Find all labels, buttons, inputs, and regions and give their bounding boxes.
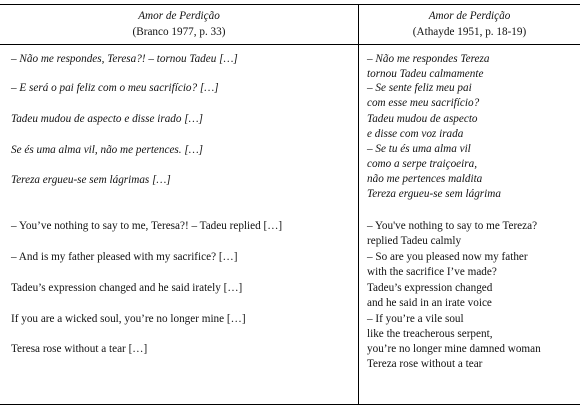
- right-pt-line: Tereza ergueu-se sem lágrima: [367, 188, 501, 200]
- header-left-source: (Branco 1977, p. 33): [132, 26, 226, 38]
- left-pt-line: Se és uma alma vil, não me pertences. […]: [11, 144, 204, 156]
- right-pt-line: – Se sente feliz meu pai: [367, 82, 472, 94]
- right-en-line: replied Tadeu calmly: [367, 235, 462, 247]
- header-left: [0, 8, 358, 40]
- column-divider: [358, 4, 359, 405]
- left-en-line: – You’ve nothing to say to me, Teresa?! – Tadeu replied […]: [11, 220, 283, 232]
- right-en-line: Tereza rose without a tear: [367, 358, 483, 370]
- table-bottom-rule: [0, 404, 580, 405]
- left-pt-line: Tadeu mudou de aspecto e disse irado […]: [11, 113, 203, 125]
- right-en-line: you’re no longer mine damned woman: [367, 343, 541, 355]
- right-pt-line: Tadeu mudou de aspecto: [367, 113, 478, 125]
- right-pt-line: – Se tu és uma alma vil: [367, 143, 471, 155]
- left-pt-line: – Não me respondes, Teresa?! – tornou Tadeu […]: [11, 53, 238, 65]
- right-en-line: and he said in an irate voice: [367, 297, 492, 309]
- right-en-line: – So are you pleased now my father: [367, 251, 528, 263]
- right-pt-line: não me pertences maldita: [367, 173, 483, 185]
- header-left-title: Amor de Perdição: [138, 10, 220, 22]
- right-en-line: with the sacrifice I’ve made?: [367, 266, 497, 278]
- table-top-rule: [0, 4, 580, 5]
- left-en-line: Tadeu’s expression changed and he said irately […]: [11, 282, 243, 294]
- header-right: [359, 8, 580, 40]
- header-right-title: Amor de Perdição: [428, 10, 511, 22]
- header-bottom-rule: [0, 44, 580, 45]
- right-pt-line: e disse com voz irada: [367, 128, 464, 140]
- header-right-source: (Athayde 1951, p. 18-19): [412, 26, 527, 38]
- right-en-line: – You've nothing to say to me Tereza?: [367, 220, 538, 232]
- left-pt-line: Tereza ergueu-se sem lágrimas […]: [11, 174, 171, 186]
- right-en-line: – If you’re a vile soul: [367, 313, 464, 325]
- right-pt-line: – Não me respondes Tereza: [367, 53, 490, 65]
- right-en-line: Tadeu’s expression changed: [367, 282, 493, 294]
- right-pt-line: como a serpe traiçoeira,: [367, 158, 477, 170]
- left-en-line: – And is my father pleased with my sacrifice? […]: [11, 251, 238, 263]
- left-pt-line: – E será o pai feliz com o meu sacrifício? […]: [11, 82, 219, 94]
- right-pt-line: tornou Tadeu calmamente: [367, 68, 484, 80]
- left-en-line: If you are a wicked soul, you’re no longer mine […]: [11, 313, 246, 325]
- left-en-line: Teresa rose without a tear […]: [11, 343, 148, 355]
- right-en-line: like the treacherous serpent,: [367, 328, 493, 340]
- right-pt-line: com esse meu sacrifício?: [367, 97, 480, 109]
